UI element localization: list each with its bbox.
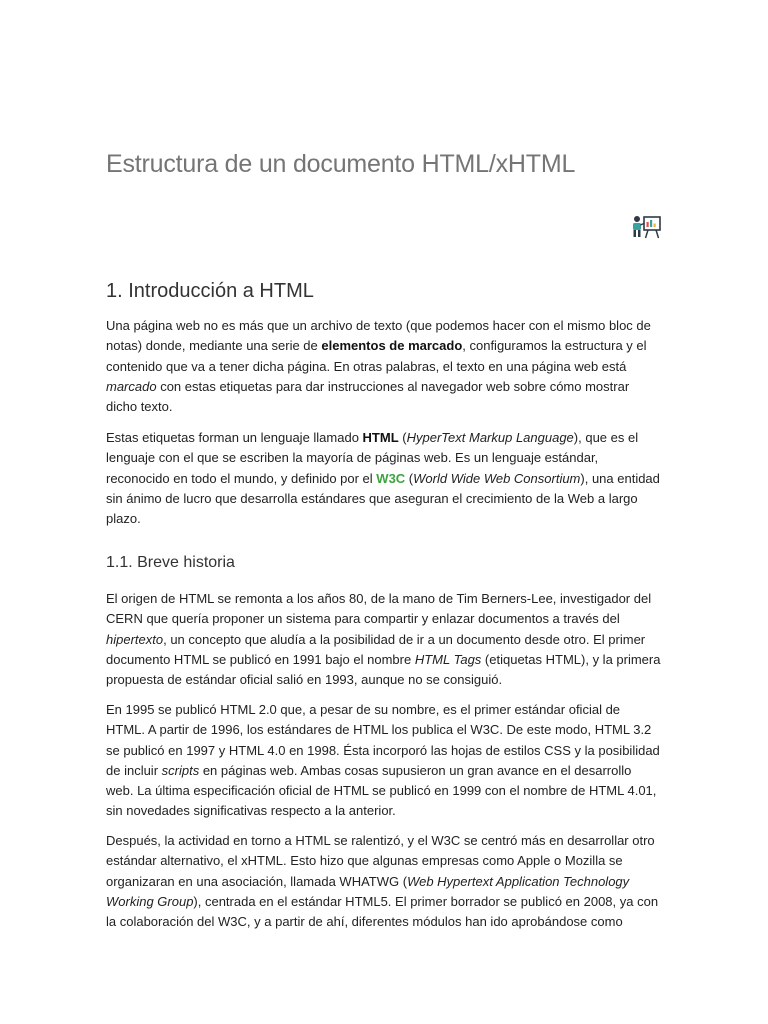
paragraph-history-html5: Después, la actividad en torno a HTML se ralentizó, y el W3C se centró más en desarrollar otro estándar alternativo, el xHTML. Esto hizo que algunas empresas como Apple o Mozilla se organizaran en una asociación, llamada WHATWG (Web Hypertext Application Technology Working Group), centrada en el estándar HTML5. El primer borrador se publicó en 2008, ya con la colaboración del W3C, y a partir de ahí, diferentes módulos han ido aprobándose como [106, 833, 659, 930]
paragraph-history-versions: En 1995 se publicó HTML 2.0 que, a pesar de su nombre, es el primer estándar oficial de HTML. A partir de 1996, los estándares de HTML los publica el W3C. De este modo, HTML 3.2 se publicó en 1997 y HTML 4.0 en 1998. Ésta incorporó las hojas de estilos CSS y la posibilidad de incluir scripts en páginas web. Ambas cosas supusieron un gran avance en el desarrollo web. La última especificación oficial de HTML se publicó en 1999 con el nombre de HTML 4.01, sin novedades significativas respecto a la anterior. [106, 702, 660, 819]
document-title: Estructura de un documento HTML/xHTML [106, 150, 576, 178]
section-heading: 1. Introducción a HTML [106, 280, 314, 302]
paragraph-intro: Una página web no es más que un archivo de texto (que podemos hacer con el mismo bloc de notas) donde, mediante una serie de elementos de marcado, configuramos la estructura y el contenido que va a tener dicha página. En otras palabras, el texto en una página web está marcado con estas etiquetas para dar instrucciones al navegador web sobre cómo mostrar dicho texto. [106, 318, 651, 415]
paragraph-history-origin: El origen de HTML se remonta a los años 80, de la mano de Tim Berners-Lee, investigador del CERN que quería proponer un sistema para compartir y enlazar documentos a través del hipertexto, un concepto que aludía a la posibilidad de ir a un documento desde otro. El primer documento HTML se publicó en 1991 bajo el nombre HTML Tags (etiquetas HTML), y la primera propuesta de estándar oficial salió en 1993, aunque no se consiguió. [106, 591, 661, 688]
subsection-heading: 1.1. Breve historia [106, 554, 235, 571]
teacher-presentation-icon [630, 214, 662, 240]
w3c-link[interactable]: W3C [376, 470, 406, 486]
paragraph-html-definition: Estas etiquetas forman un lenguaje llamado HTML (HyperText Markup Language), que es el lenguaje con el que se escriben la mayoría de páginas web. Es un lenguaje estándar, reconocido en todo el mundo, y definido por el W3C (World Wide Web Consortium), una entidad sin ánimo de lucro que desarrolla estándares que aseguran el crecimiento de la Web a largo plazo. [106, 430, 660, 527]
